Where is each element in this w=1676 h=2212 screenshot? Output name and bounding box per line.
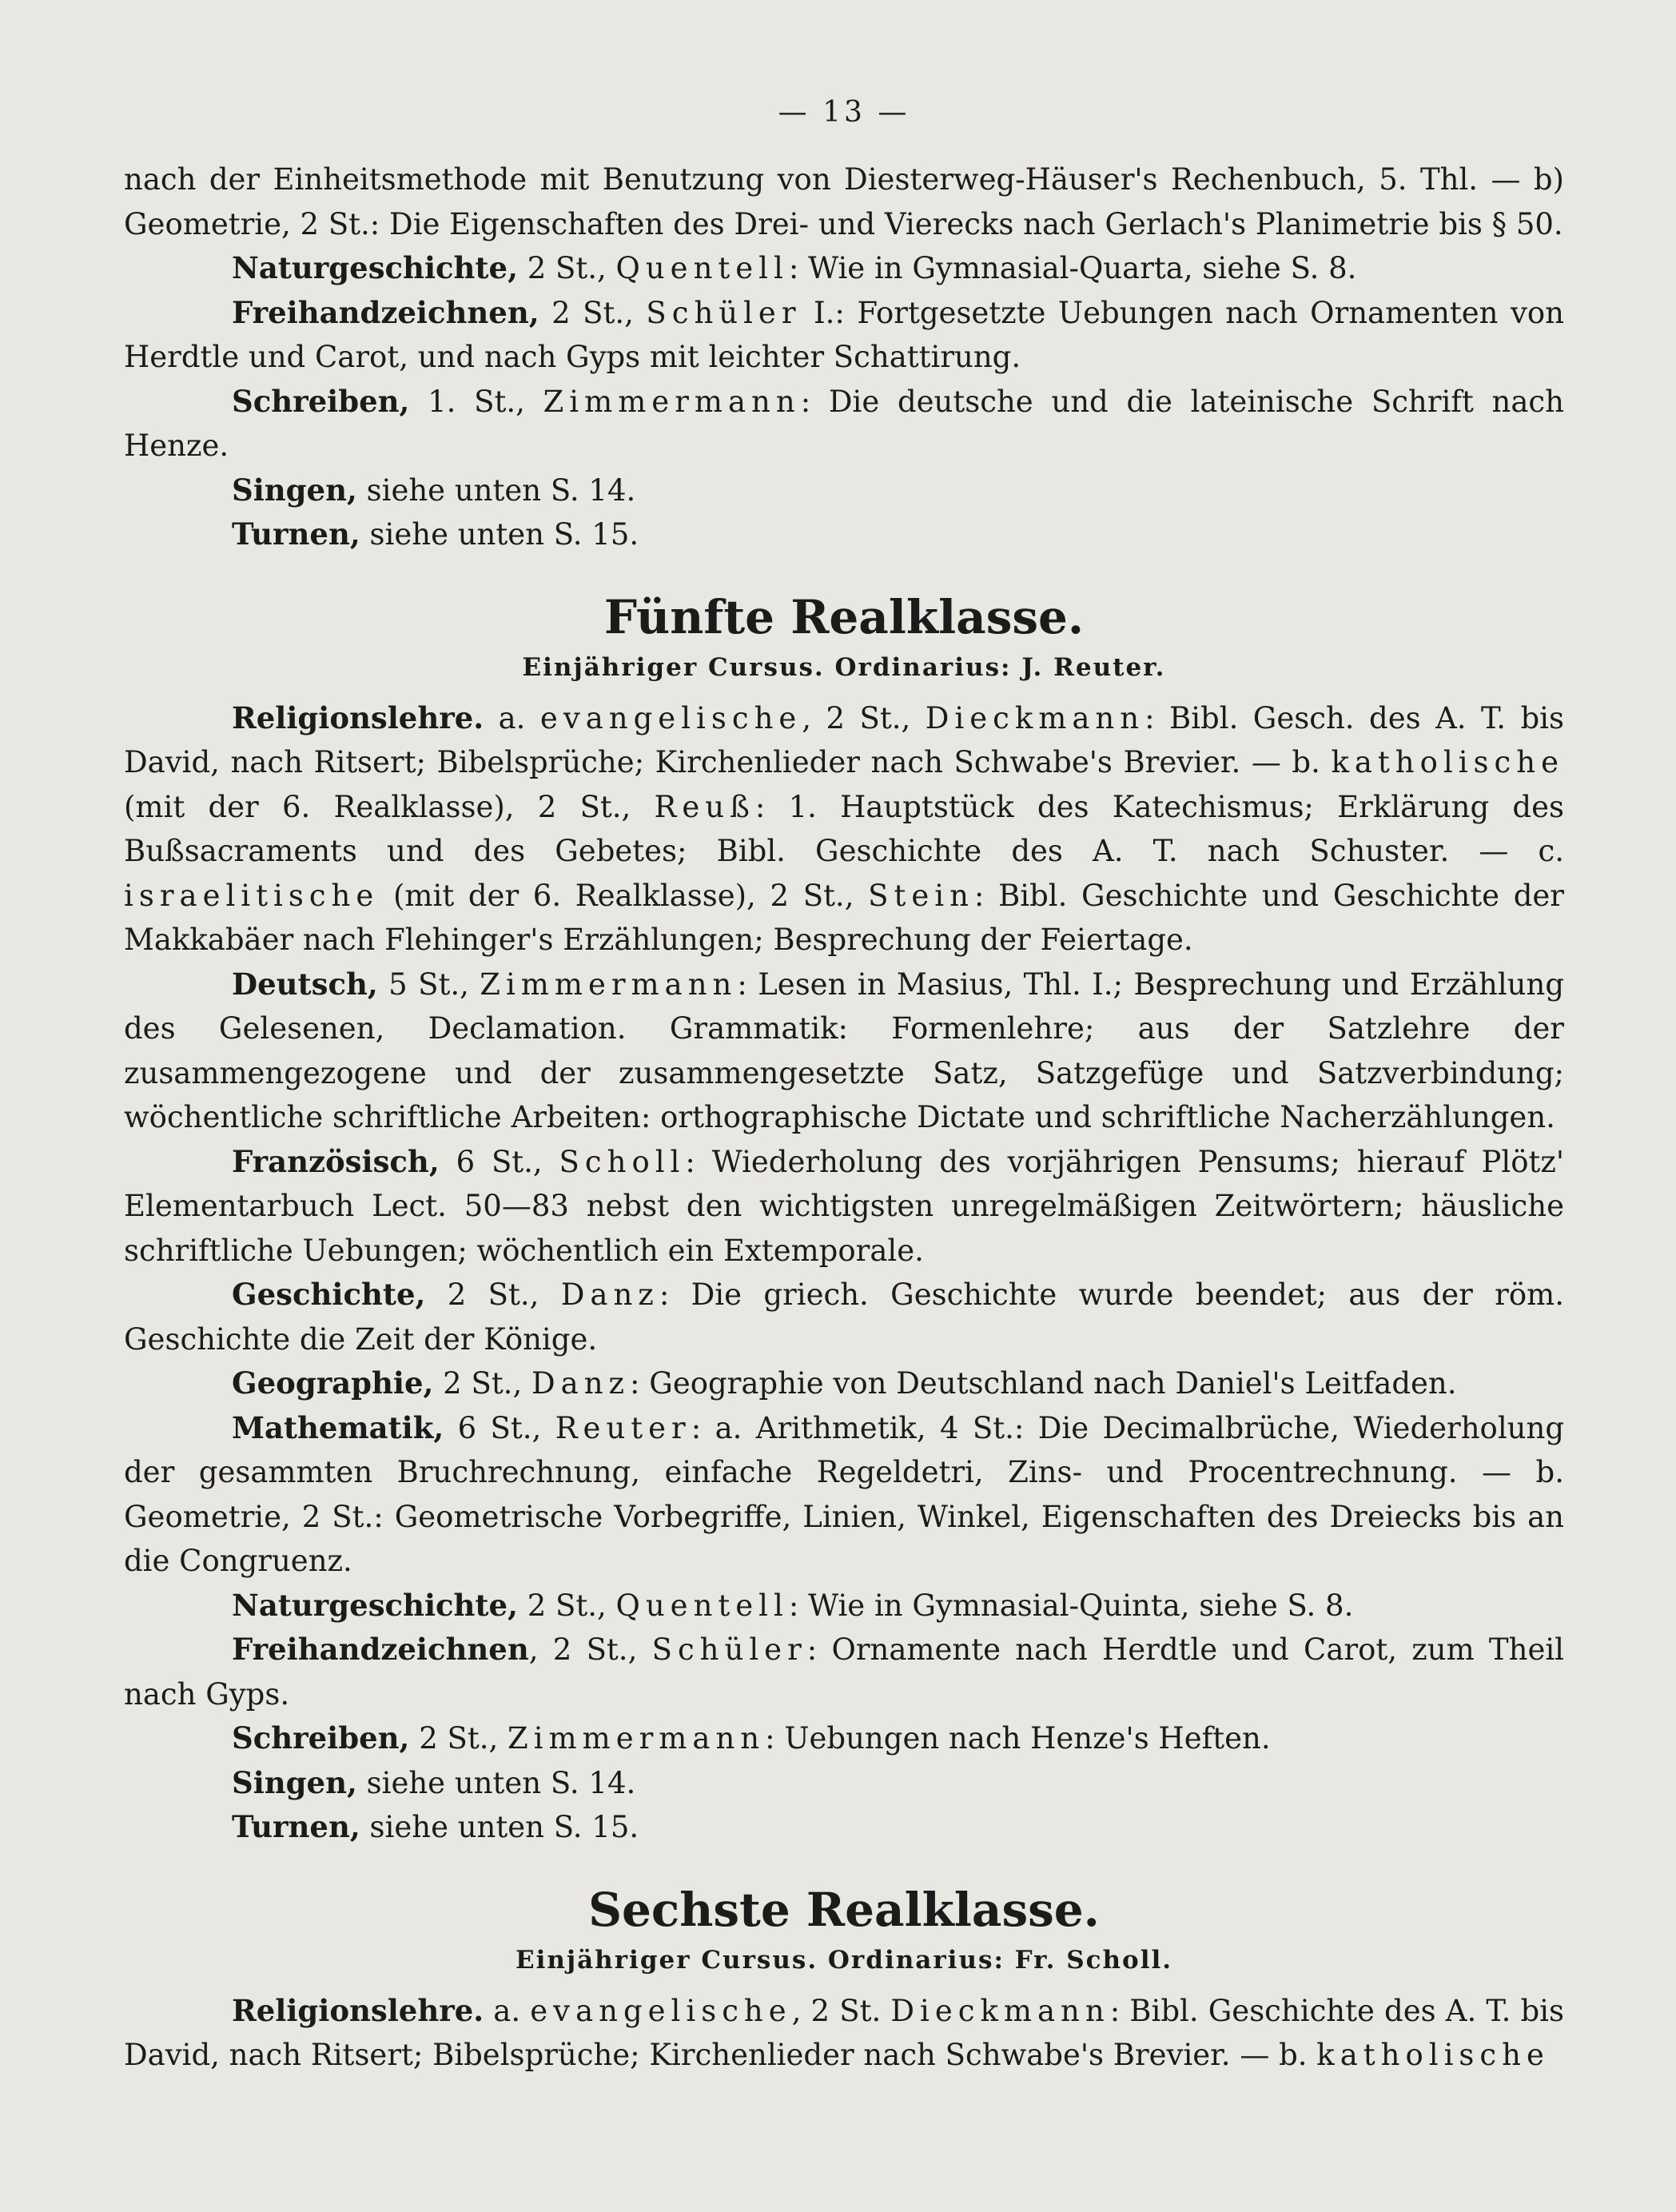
- cursus-line: Einjähriger Cursus. Ordinarius: J. Reuter.: [522, 652, 1166, 682]
- section-heading-fuenfte-realklasse: Fünfte Realklasse.: [603, 589, 1085, 644]
- subject-heading: Religionslehre.: [232, 699, 484, 735]
- paragraph-religionslehre: Religionslehre. a. evangelische, 2 St., Dieckmann: Bibl. Gesch. des A. T. bis David, nach Ritsert; Bibelsprüche; Kirchenlieder nach Schwabe's Brevier. — b. katholische (mit der 6. Realklasse), 2 St., Reuß: 1. Hauptstück des Katechismus; Erklärung des Bußsacraments und des Gebetes; Bibl. Geschichte des A. T. nach Schuster. — c. israelitische (mit der 6. Realklasse), 2 St., Stein: Bibl. Geschichte und Geschichte der Makkabäer nach Flehinger's Erzählungen; Besprechung der Feiertage.: [124, 699, 1564, 957]
- subject-heading: Schreiben,: [232, 1720, 410, 1756]
- subject-heading: Geschichte,: [232, 1277, 426, 1312]
- teacher-name: Schüler: [646, 295, 802, 330]
- subject-heading: Schreiben,: [232, 383, 410, 419]
- paragraph-deutsch: Deutsch, 5 St., Zimmermann: Lesen in Masius, Thl. I.; Besprechung und Erzählung des Gelesenen, Declamation. Grammatik: Formenlehre; aus der Satzlehre der zusammengezogene und der zusammengesetzte Satz, Satzgefüge und Satzverbindung; wöchentliche schriftliche Arbeiten: orthographische Dictate und schriftliche Nacherzählungen.: [124, 966, 1565, 1134]
- teacher-name: Zimmermann: [543, 384, 801, 419]
- cursus-line: Einjähriger Cursus. Ordinarius: Fr. Scholl.: [515, 1945, 1173, 1975]
- subject-heading: Mathematik,: [232, 1409, 444, 1445]
- subject-heading: Turnen,: [232, 1809, 360, 1844]
- subject-heading: Naturgeschichte,: [232, 1587, 518, 1623]
- section-heading-sechste-realklasse: Sechste Realklasse.: [588, 1882, 1100, 1937]
- paragraph-franzoesisch: Französisch, 6 St., Scholl: Wiederholung des vorjährigen Pensums; hierauf Plötz' Elementarbuch Lect. 50—83 nebst den wichtigsten unregelmäßigen Zeitwörtern; häusliche schriftliche Uebungen; wöchentlich ein Extemporale.: [124, 1143, 1565, 1268]
- teacher-name: Scholl: [559, 1144, 686, 1179]
- paragraph-schreiben: Schreiben, 2 St., Zimmermann: Uebungen nach Henze's Heften.: [232, 1720, 1271, 1756]
- paragraph-religionslehre: Religionslehre. a. evangelische, 2 St. Dieckmann: Bibl. Geschichte des A. T. bis David, nach Ritsert; Bibelsprüche; Kirchenlieder nach Schwabe's Brevier. — b. katholische: [124, 1992, 1565, 2072]
- paragraph-freihandzeichnen: Freihandzeichnen, 2 St., Schüler I.: Fortgesetzte Uebungen nach Ornamenten von Herdtle und Carot, und nach Gyps mit leichter Schattirung.: [124, 294, 1564, 374]
- paragraph-singen: Singen, siehe unten S. 14.: [232, 472, 636, 508]
- subject-heading: Turnen,: [232, 516, 360, 552]
- teacher-name: Dieckmann: [890, 1993, 1110, 2028]
- subject-heading: Freihandzeichnen,: [232, 294, 539, 330]
- paragraph-mathematik: Mathematik, 6 St., Reuter: a. Arithmetik, 4 St.: Die Decimalbrüche, Wiederholung der gesammten Bruchrechnung, einfache Regeldetri, Zins- und Procentrechnung. — b. Geometrie, 2 St.: Geometrische Vorbegriffe, Linien, Winkel, Eigenschaften des Dreiecks bis an die Congruenz.: [124, 1409, 1565, 1578]
- paragraph-naturgeschichte: Naturgeschichte, 2 St., Quentell: Wie in Gymnasial-Quinta, siehe S. 8.: [232, 1587, 1354, 1623]
- teacher-name: Schüler: [651, 1632, 807, 1667]
- subject-heading: Singen,: [232, 472, 357, 508]
- teacher-name: Reuß: [654, 789, 755, 824]
- subject-heading: Französisch,: [232, 1143, 440, 1179]
- subject-heading: Deutsch,: [232, 966, 378, 1002]
- page-number: — 13 —: [778, 96, 910, 129]
- subject-heading: Naturgeschichte,: [232, 250, 518, 285]
- teacher-name: Dieckmann: [925, 700, 1145, 735]
- teacher-name: Danz: [531, 1366, 631, 1401]
- teacher-name: Reuter: [555, 1410, 691, 1445]
- paragraph-naturgeschichte: Naturgeschichte, 2 St., Quentell: Wie in Gymnasial-Quarta, siehe S. 8.: [232, 250, 1357, 285]
- subject-heading: Geographie,: [232, 1365, 434, 1401]
- paragraph-turnen: Turnen, siehe unten S. 15.: [232, 1809, 639, 1844]
- paragraph-turnen: Turnen, siehe unten S. 15.: [232, 516, 639, 552]
- teacher-name: Zimmermann: [480, 967, 738, 1002]
- teacher-name: Quentell: [615, 251, 789, 285]
- teacher-name: Quentell: [615, 1588, 789, 1623]
- teacher-name: Danz: [560, 1277, 659, 1312]
- paragraph-geschichte: Geschichte, 2 St., Danz: Die griech. Geschichte wurde beendet; aus der röm. Geschichte die Zeit der Könige.: [124, 1277, 1564, 1357]
- subject-heading: Religionslehre.: [232, 1992, 484, 2028]
- paragraph-continuation: nach der Einheitsmethode mit Benutzung von Diesterweg-Häuser's Rechenbuch, 5. Thl. — b) Geometrie, 2 St.: Die Eigenschaften des Drei- und Vierecks nach Gerlach's Planimetrie bis § 50.: [124, 162, 1564, 241]
- paragraph-schreiben: Schreiben, 1. St., Zimmermann: Die deutsche und die lateinische Schrift nach Henze.: [124, 383, 1564, 463]
- teacher-name: Zimmermann: [508, 1721, 766, 1756]
- paragraph-singen: Singen, siehe unten S. 14.: [232, 1764, 636, 1800]
- subject-heading: Freihandzeichnen: [232, 1632, 529, 1667]
- paragraph-geographie: Geographie, 2 St., Danz: Geographie von Deutschland nach Daniel's Leitfaden.: [232, 1365, 1457, 1401]
- subject-heading: Singen,: [232, 1764, 357, 1800]
- teacher-name: Stein: [868, 878, 974, 913]
- paragraph-freihandzeichnen: Freihandzeichnen, 2 St., Schüler: Ornamente nach Herdtle und Carot, zum Theil nach Gyps.: [124, 1632, 1565, 1712]
